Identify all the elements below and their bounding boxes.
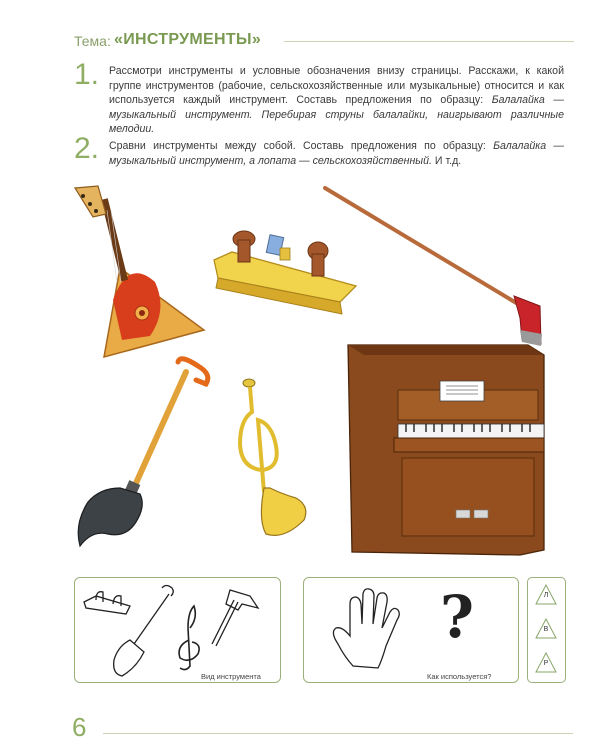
- triangle-v-letter: В: [543, 626, 549, 633]
- triangle-l-letter: Л: [543, 592, 549, 599]
- task-2-ending: И т.д.: [434, 154, 462, 167]
- triangle-r-letter: Р: [543, 660, 549, 667]
- task-1-example: Балалайка — музыкальный инструмент. Перебирая струны балалайки, наигрывают различные мелодии.: [109, 94, 564, 136]
- caption-tool-type: Вид инструмента: [201, 672, 261, 681]
- category-triangles-box: [527, 577, 566, 683]
- task-1-instructions: Рассмотри инструменты и условные обозначения внизу страницы. Расскажи, к какой группе инструментов (рабочие, сельскохозяйственные или музыкальные) относится и как используется каждый инструмент. Составь предложения по образцу:: [109, 65, 564, 107]
- topic-label: Тема:: [74, 33, 111, 49]
- task-2-example: Балалайка — музыкальный инструмент, а лопата — сельскохозяйственный.: [109, 140, 564, 167]
- page-number: 6: [72, 712, 87, 742]
- topic-title: «ИНСТРУМЕНТЫ»: [114, 31, 262, 48]
- question-mark-icon: ?: [440, 583, 474, 651]
- triangle-r: [535, 652, 557, 674]
- caption-usage: Как используется?: [427, 672, 492, 681]
- task-2-number: 2.: [74, 132, 100, 165]
- triangle-l: [535, 584, 557, 606]
- footer-divider: [103, 733, 573, 734]
- task-2-instructions: Сравни инструменты между собой. Составь предложения по образцу:: [109, 140, 486, 152]
- triangle-v: [535, 618, 557, 640]
- task-1-number: 1.: [74, 58, 100, 91]
